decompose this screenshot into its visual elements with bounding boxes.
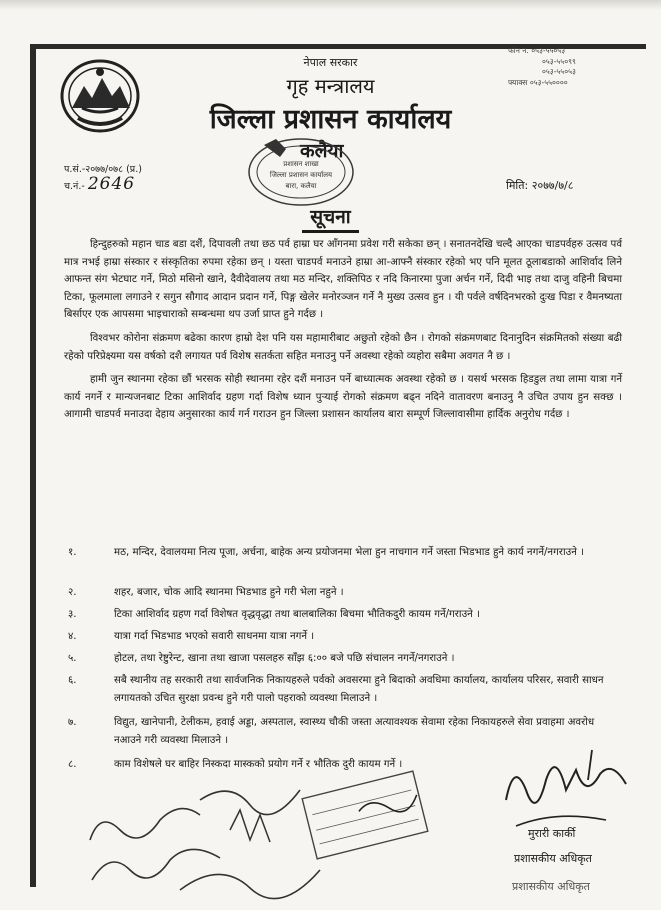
list-text: टिका आशिर्वाद ग्रहण गर्दा विशेषत वृद्धवृद्धा तथा बालबालिका बिचमा भौतिकदुरी कायम गर्ने/गराउने । bbox=[114, 609, 480, 620]
government-label: नेपाल सरकार bbox=[303, 56, 358, 69]
office-stamp bbox=[246, 135, 356, 209]
list-text: होटल, तथा रेष्टुरेन्ट, खाना तथा खाजा पसलहरु साँझ ६:०० बजे पछि संचालन नगर्ने/नगराउने । bbox=[114, 653, 455, 664]
dispatch-number bbox=[64, 174, 142, 194]
contact-line: ०५३-५५०९९ bbox=[542, 56, 576, 66]
list-number: ७. bbox=[68, 717, 77, 728]
notice-title: सूचना bbox=[302, 203, 358, 233]
paragraph: हिन्दुहरुको महान चाड बडा दशैं, दिपावली तथा छठ पर्व हाम्रा घर आँगनमा प्रवेश गरी सकेका छन् । सनातनदेखि चल्दै आएका चाडपर्वहरु उत्सव पर्व मात्र नभई हाम्रा संस्कार र संस्कृतिका रुपमा रहेका छन् । यस्ता चाडपर्व मनाउने हाम्रा आ-आफ्नै संस्कार रहेको भए पनि मूलत ठूलाबडाको आशिर्वाद लिने आफन्त संग भेटघाट गर्ने, मिठो मसिनो खाने, दैवीदेवालय तथा मठ मन्दिर, शक्तिपिठ र नदि किनारमा पुजा अर्चन गर्ने, दिदी भाइ तथा दाजु वहिनी बिचमा टिका, फूलमाला लगाउने र सगुन सौगाद आदान प्रदान गर्ने, पिङ्ग खेलेर मनोरञ्जन गर्ने नै मुख्य उत्सव हुन । यी पर्वले वर्षदिनभरको दुःख पिडा र वैमनष्यता बिर्साएर एक आपसमा भाइचाराको सम्बन्धमा थप उर्जा प्राप्त हुने गर्दछ । bbox=[64, 239, 622, 321]
letter-reference: प.सं.-२०७७/०७८ (प्र.) bbox=[64, 164, 142, 175]
list-number: ६. bbox=[68, 675, 77, 686]
dispatch-label: च.नं.- bbox=[64, 181, 85, 192]
list-text: विद्युत, खानेपानी, टेलीकम, हवाई अड्डा, अस्पताल, स्वास्थ्य चौकी जस्ता अत्यावश्यक सेवामा रहेका निकायहरुले सेवा प्रवाहमा अवरोध नआउने गरी व्यवस्था मिलाउने । bbox=[114, 717, 595, 746]
reference-block bbox=[64, 163, 142, 194]
signer-title-stamp: प्रशासकीय अधिकृत bbox=[512, 880, 590, 893]
receipt-stamp bbox=[300, 770, 430, 860]
contact-line: फोन नं. ०५३-५५०५३ bbox=[508, 46, 566, 55]
handwritten-annotations bbox=[80, 770, 510, 910]
list-text: सबै स्थानीय तह सरकारी तथा सार्वजनिक निकायहरुले पर्वको अवसरमा हुने बिदाको अवधिमा कार्यालय, कार्यालय परिसर, सवारी साधन लगायतको उचित सुरक्षा प्रवन्ध हुने गरी पालो पहराको व्यवस्था मिलाउने । bbox=[114, 675, 604, 704]
district-name: कलैया bbox=[300, 140, 344, 162]
dispatch-value: 2646 bbox=[87, 174, 136, 194]
list-number: ८. bbox=[68, 759, 77, 770]
list-number: ३. bbox=[68, 609, 77, 620]
stamp-line-1: प्रशासन शाखा bbox=[283, 160, 319, 168]
stamp-line-3: बारा, कलैया bbox=[285, 182, 317, 190]
list-text: मठ, मन्दिर, देवालयमा नित्य पूजा, अर्चना, बाहेक अन्य प्रयोजनमा भेला हुन नाचगान गर्ने जस्ता भिडभाड हुने कार्य नगर्ने/नगराउने । bbox=[114, 547, 584, 558]
scan-edge bbox=[0, 0, 661, 10]
paragraph: विश्वभर कोरोना संक्रमण बढेका कारण हाम्रो देश पनि यस महामारीबाट अछुतो रहेको छैन । रोगको संक्रमणबाट दिनानुदिन संक्रमितको संख्या बढी रहेको परिप्रेक्ष्यमा यस वर्षको दशै लगायत पर्व विशेष सतर्कता सहित मनाउनु पर्ने अवस्था रहेको व्यहोरा सबैमा अवगत नै छ । bbox=[64, 332, 622, 362]
signer-name: मुरारी कार्की bbox=[528, 827, 576, 840]
letter-date: मिति: २०७७/७/८ bbox=[506, 179, 574, 192]
contact-block bbox=[508, 46, 576, 88]
office-name: जिल्ला प्रशासन कार्यालय bbox=[209, 104, 452, 135]
list-text: काम विशेषले घर बाहिर निस्कदा मास्कको प्रयोग गर्ने र भौतिक दुरी कायम गर्ने । bbox=[114, 759, 403, 770]
list-text: शहर, बजार, चोक आदि स्थानमा भिडभाड हुने गरी भेला नहुने । bbox=[114, 587, 344, 598]
stamp-line-2: जिल्ला प्रशासन कार्यालय bbox=[269, 171, 333, 179]
contact-line: फ्याक्स ०५३-५५०००० bbox=[508, 77, 568, 87]
list-text: यात्रा गर्दा भिडभाड भएको सवारी साधनमा यात्रा नगर्ने । bbox=[114, 631, 315, 642]
ministry-name: गृह मन्त्रालय bbox=[286, 74, 375, 98]
contact-line: ०५३-५५०५३ bbox=[542, 67, 576, 76]
signer-title: प्रशासकीय अधिकृत bbox=[514, 852, 592, 865]
officer-signature bbox=[496, 740, 644, 840]
list-number: ४. bbox=[68, 631, 77, 642]
notice-title-wrap bbox=[0, 203, 661, 233]
list-number: १. bbox=[68, 547, 77, 558]
paragraph: हामी जुन स्थानमा रहेका छौं भरसक सोही स्थानमा रहेर दशैं मनाउन पर्ने बाध्यात्मक अवस्था रहेको छ । यसर्थ भरसक हिडडुल तथा लामा यात्रा गर्ने कार्य नगर्ने र मान्यजनबाट टिका आशिर्वाद ग्रहण गर्दा विशेष ध्यान पुऱ्याई रोगको संक्रमण बढ्न नदिने वातावरण बनाउनु नै उचित उपाय हुन सक्छ । आगामी चाडपर्व मनाउदा देहाय अनुसारका कार्य गर्न गराउन हुन जिल्ला प्रशासन कार्यालय बारा सम्पूर्ण जिल्लावासीमा हार्दिक अनुरोध गर्दछ । bbox=[64, 374, 622, 421]
notice-body bbox=[64, 236, 622, 430]
list-number: ५. bbox=[68, 653, 77, 664]
list-number: २. bbox=[68, 587, 77, 598]
